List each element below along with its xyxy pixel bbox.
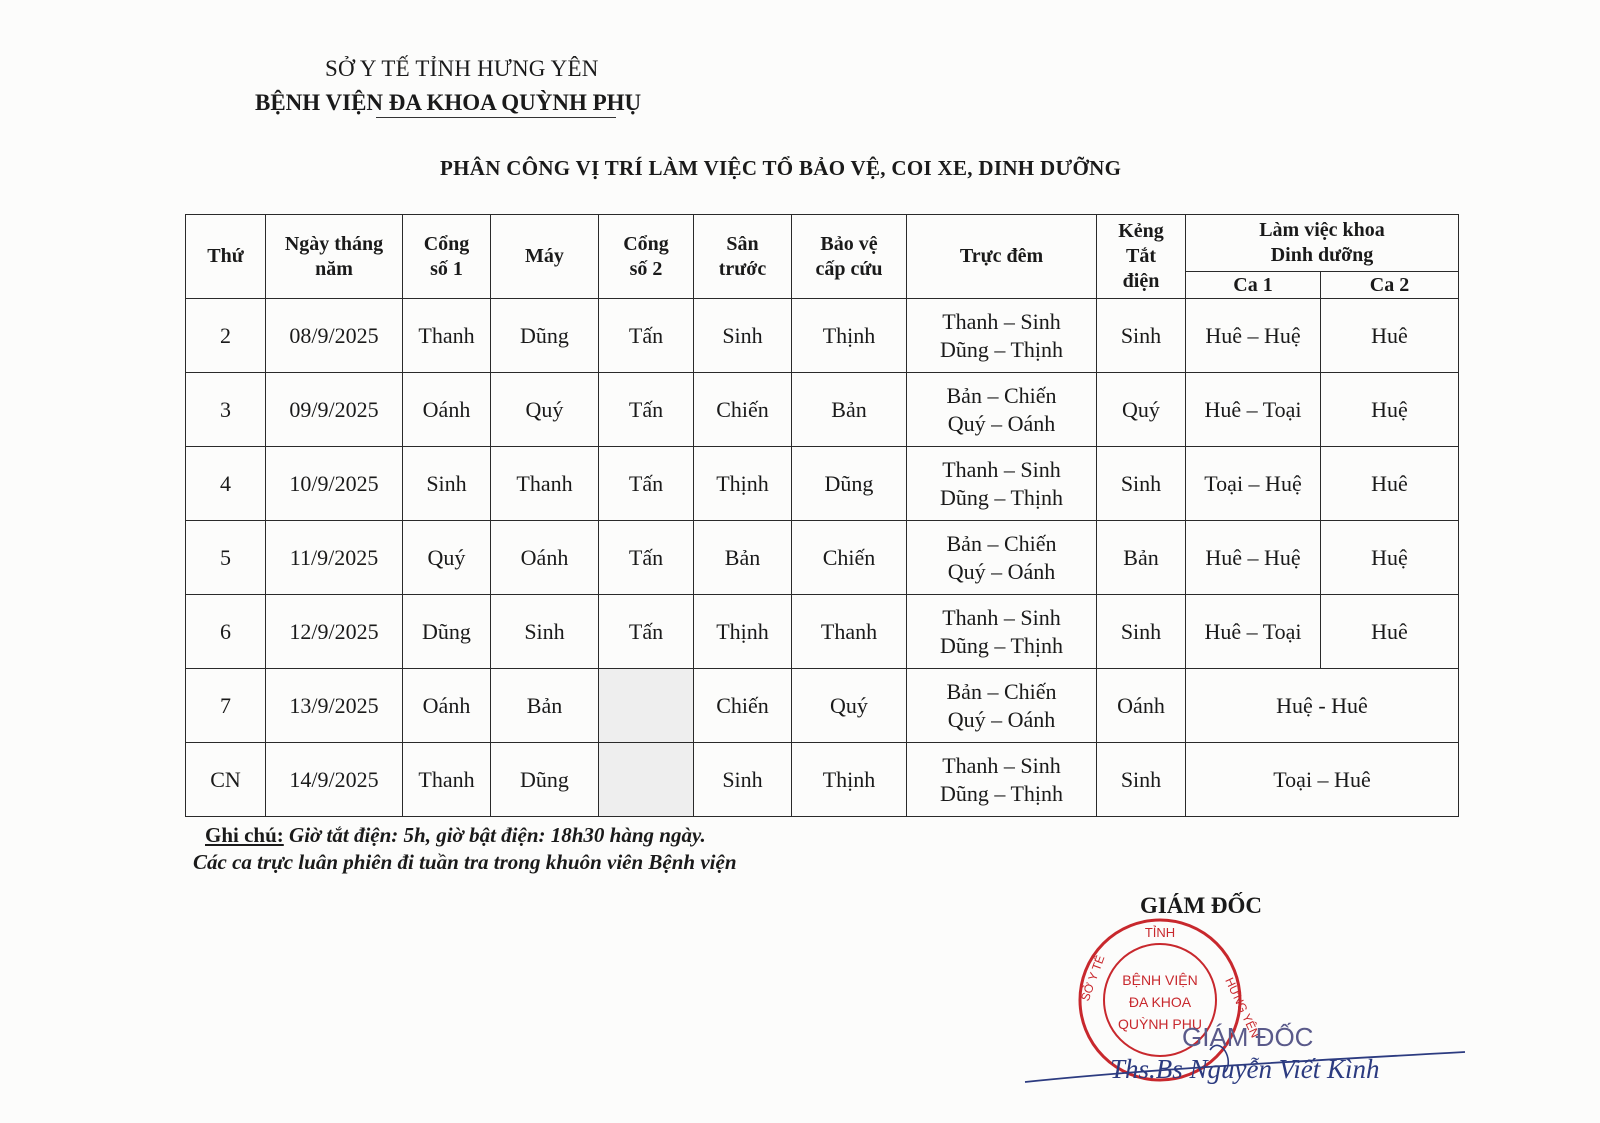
cell-ngay: 08/9/2025 <box>266 299 403 373</box>
col-header-thu: Thứ <box>186 215 266 299</box>
col-header-ca2: Ca 2 <box>1321 272 1459 299</box>
cell-san-truoc: Sinh <box>694 743 792 817</box>
col-header-dinh-duong: Làm việc khoa Dinh dưỡng <box>1186 215 1459 272</box>
stamp-ring-right: HƯNG YÊN <box>1222 975 1263 1040</box>
hospital-name: BỆNH VIỆN ĐA KHOA QUỲNH PHỤ <box>255 90 642 115</box>
cell-cong1: Oánh <box>403 669 491 743</box>
cell-keng: Sinh <box>1097 299 1186 373</box>
table-row <box>186 521 1459 595</box>
cell-san-truoc: Sinh <box>694 299 792 373</box>
note-line-1 <box>205 823 706 848</box>
cell-bao-ve: Thịnh <box>792 743 907 817</box>
cell-keng: Oánh <box>1097 669 1186 743</box>
col-header-ngay: Ngày tháng năm <box>266 215 403 299</box>
stamp-line-1: BỆNH VIỆN <box>1122 972 1198 988</box>
cell-keng: Sinh <box>1097 595 1186 669</box>
stamp-line-3: QUỲNH PHỤ <box>1117 1016 1203 1032</box>
cell-may: Sinh <box>491 595 599 669</box>
cell-cong2: Tấn <box>599 595 694 669</box>
cell-ca1: Huê – Toại <box>1186 595 1321 669</box>
cell-cong2-empty <box>599 743 694 817</box>
cell-ca1: Huê – Huệ <box>1186 521 1321 595</box>
cell-bao-ve: Thanh <box>792 595 907 669</box>
cell-thu: 4 <box>186 447 266 521</box>
cell-san-truoc: Bản <box>694 521 792 595</box>
cell-truc-dem: Bản – Chiến Quý – Oánh <box>907 373 1097 447</box>
cell-truc-dem: Bản – Chiến Quý – Oánh <box>907 669 1097 743</box>
cell-bao-ve: Dũng <box>792 447 907 521</box>
cell-ca2: Huê <box>1321 595 1459 669</box>
cell-cong1: Quý <box>403 521 491 595</box>
cell-cong1: Sinh <box>403 447 491 521</box>
cell-ngay: 12/9/2025 <box>266 595 403 669</box>
cell-cong2: Tấn <box>599 373 694 447</box>
cell-ngay: 13/9/2025 <box>266 669 403 743</box>
cell-san-truoc: Thịnh <box>694 595 792 669</box>
document-title: PHÂN CÔNG VỊ TRÍ LÀM VIỆC TỔ BẢO VỆ, COI XE, DINH DƯỠNG <box>440 156 1122 180</box>
cell-cong1: Oánh <box>403 373 491 447</box>
signature-role: GIÁM ĐỐC <box>1182 1022 1314 1052</box>
stamp-ring-left: SỞ Y TẾ <box>1077 953 1108 1003</box>
cell-thu: 5 <box>186 521 266 595</box>
cell-thu: 2 <box>186 299 266 373</box>
cell-truc-dem: Thanh – Sinh Dũng – Thịnh <box>907 595 1097 669</box>
cell-ca1: Huê – Huệ <box>1186 299 1321 373</box>
cell-ca1: Toại – Huệ <box>1186 447 1321 521</box>
stamp-line-2: ĐA KHOA <box>1128 994 1192 1010</box>
cell-truc-dem: Bản – Chiến Quý – Oánh <box>907 521 1097 595</box>
cell-ngay: 14/9/2025 <box>266 743 403 817</box>
col-header-keng: Kẻng Tắt điện <box>1097 215 1186 299</box>
col-header-may: Máy <box>491 215 599 299</box>
cell-may: Oánh <box>491 521 599 595</box>
cell-ca2: Huệ <box>1321 521 1459 595</box>
cell-ca2: Huê <box>1321 447 1459 521</box>
cell-thu: 6 <box>186 595 266 669</box>
cell-cong1: Thanh <box>403 743 491 817</box>
table-row <box>186 447 1459 521</box>
cell-ngay: 11/9/2025 <box>266 521 403 595</box>
cell-ca2: Huê <box>1321 299 1459 373</box>
cell-may: Thanh <box>491 447 599 521</box>
schedule-table <box>185 214 1459 817</box>
col-header-ca1: Ca 1 <box>1186 272 1321 299</box>
col-header-bao-ve: Bảo vệ cấp cứu <box>792 215 907 299</box>
cell-ca2: Huệ <box>1321 373 1459 447</box>
cell-bao-ve: Bản <box>792 373 907 447</box>
cell-san-truoc: Thịnh <box>694 447 792 521</box>
col-header-cong2: Cổng số 2 <box>599 215 694 299</box>
cell-may: Quý <box>491 373 599 447</box>
cell-dinh-duong-merged: Huệ - Huê <box>1186 669 1459 743</box>
cell-cong1: Dũng <box>403 595 491 669</box>
cell-cong2: Tấn <box>599 521 694 595</box>
col-header-truc-dem: Trực đêm <box>907 215 1097 299</box>
header-underline <box>376 117 616 118</box>
cell-san-truoc: Chiến <box>694 373 792 447</box>
note-label: Ghi chú: <box>205 823 284 847</box>
note-line-2: Các ca trực luân phiên đi tuần tra trong khuôn viên Bệnh viện <box>193 850 737 874</box>
cell-truc-dem: Thanh – Sinh Dũng – Thịnh <box>907 299 1097 373</box>
cell-truc-dem: Thanh – Sinh Dũng – Thịnh <box>907 743 1097 817</box>
cell-ngay: 09/9/2025 <box>266 373 403 447</box>
cell-bao-ve: Quý <box>792 669 907 743</box>
cell-dinh-duong-merged: Toại – Huê <box>1186 743 1459 817</box>
cell-cong2: Tấn <box>599 447 694 521</box>
cell-san-truoc: Chiến <box>694 669 792 743</box>
table-row <box>186 743 1459 817</box>
cell-may: Dũng <box>491 743 599 817</box>
note-text-1: Giờ tắt điện: 5h, giờ bật điện: 18h30 hàng ngày. <box>283 823 706 847</box>
cell-keng: Quý <box>1097 373 1186 447</box>
signer-name: Ths.Bs Nguyễn Viết Kình <box>1110 1054 1380 1084</box>
table-row <box>186 669 1459 743</box>
cell-may: Bản <box>491 669 599 743</box>
cell-cong2: Tấn <box>599 299 694 373</box>
cell-truc-dem: Thanh – Sinh Dũng – Thịnh <box>907 447 1097 521</box>
cell-may: Dũng <box>491 299 599 373</box>
cell-keng: Sinh <box>1097 743 1186 817</box>
department-name: SỞ Y TẾ TỈNH HƯNG YÊN <box>325 56 599 81</box>
cell-keng: Sinh <box>1097 447 1186 521</box>
cell-cong1: Thanh <box>403 299 491 373</box>
col-header-san-truoc: Sân trước <box>694 215 792 299</box>
cell-thu: 3 <box>186 373 266 447</box>
signature-title: GIÁM ĐỐC <box>1140 893 1263 918</box>
table-row <box>186 373 1459 447</box>
table-row <box>186 299 1459 373</box>
cell-bao-ve: Chiến <box>792 521 907 595</box>
cell-ca1: Huê – Toại <box>1186 373 1321 447</box>
table-row <box>186 595 1459 669</box>
cell-thu: 7 <box>186 669 266 743</box>
cell-thu: CN <box>186 743 266 817</box>
cell-cong2-empty <box>599 669 694 743</box>
col-header-cong1: Cổng số 1 <box>403 215 491 299</box>
cell-keng: Bản <box>1097 521 1186 595</box>
stamp-ring-top: TỈNH <box>1144 925 1176 940</box>
cell-ngay: 10/9/2025 <box>266 447 403 521</box>
cell-bao-ve: Thịnh <box>792 299 907 373</box>
